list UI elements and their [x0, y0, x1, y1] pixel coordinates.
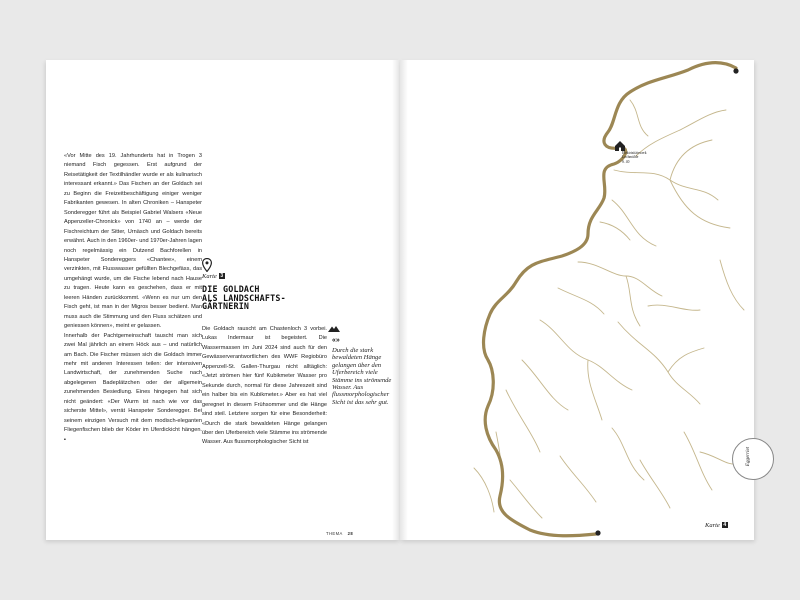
- body-text-column: [64, 152, 202, 445]
- page-number: 28: [347, 531, 354, 536]
- poi-line-2: Lochmühle: [622, 155, 639, 160]
- region-side-tab: [732, 438, 774, 480]
- article-text: Die Goldach rauscht am Chastenloch 3 vorbei. Lukas Indermaur ist begeistert. Die Wassermassen im Juni 2024 sind auch für den Gewässerverantwortlichen des WWF Regiobüro Appenzell-St. Gallen-Thurgau nicht alltäglich: «Jetzt strömen hier fünf Kubikmeter Wasser pro Sekunde durch, normal für diese Jahreszeit sind ein halber bis ein Kubikmeter.» Aber es hat viel geregnet in diesem Frühsommer und die Hänge sind steil. Letztere sorgen für eine Besonderheit: «Durch die stark bewaldeten Hänge gelangen über den Uferbereich viele Stämme ins strömende Wasser. Aus flussmorphologischer Sicht ist: [202, 326, 327, 446]
- kicker-label: Karte: [202, 273, 217, 280]
- map-marker-top: [733, 68, 738, 73]
- map-number-badge: 4: [723, 522, 727, 528]
- poi-line-3: S. 40: [622, 159, 630, 164]
- map-reference-kicker: [202, 273, 225, 280]
- left-page: [46, 60, 400, 540]
- pull-quote: Durch die stark bewaldeten Hänge gelangen über den Uferbereich viele Stämme ins strömende Wasser. Aus flussmorphologischer Sicht ist das sehr gut.: [332, 347, 392, 406]
- power-station-icon: [615, 141, 625, 151]
- quote-mark-icon: «»: [332, 337, 340, 344]
- heading-line-2: ALS LANDSCHAFTS-: [202, 292, 286, 303]
- map-number-label: [705, 522, 728, 529]
- map-pin-icon: [202, 258, 212, 272]
- heading-line-3: GÄRTNERIN: [202, 301, 250, 312]
- goldach-river-line: [484, 63, 736, 536]
- poi-line-1: Elektrizitätswerk: [622, 151, 647, 155]
- region-name: Eggerriet: [746, 446, 752, 467]
- map-label: Karte: [705, 522, 720, 529]
- body-paragraph-1: «Vor Mitte des 19. Jahrhunderts hat in Trogen 3 niemand Fisch gegessen. Erst aufgrund der Reisetätigkeit der Textilhändler wurde er als kulinarisch interessant erkannt.» Das Fischen an der Goldach sei zu Beginn die Freizeitbeschäftigung einiger weniger Fabrikanten gewesen. In alten Chroniken – Hanspeter Sonderegger führt als Beispiel Gabriel Walsers «Neue Appenzeller-Chronick» von 1740 an – werde der Fischreichtum der Sitter, Urnäsch und Goldach bereits erwähnt. Auch in den 1960er- und 1970er-Jahren lagen noch regelmässig ein Dutzend Bachforellen in Hanspeter Sondereggers «Chantee», einem verzinkten, mit Flusswasser gefüllten Blechgefäss, das umgehängt wurde, um die Fische lebend nach Hause zu tragen. Heute kann es geschehen, dass er mit leeren Händen zurückkommt. «Wenn es nur um den Fisch geht, ist man in der Migros besser bedient. Man muss auch die Stimmung und den Fluss schätzen und geniessen können», meint er gelassen.: [64, 153, 202, 330]
- heading-line-1: DIE GOLDACH: [202, 284, 260, 294]
- river-map: [400, 60, 754, 540]
- kicker-number-badge: 3: [220, 273, 224, 279]
- folio-section: THEMA: [326, 531, 343, 536]
- mountain-icon: [328, 325, 340, 332]
- map-markers: [595, 68, 738, 535]
- tributaries: [474, 100, 744, 518]
- power-station-label: [622, 151, 662, 164]
- right-page: [400, 60, 754, 540]
- map-marker-bottom: [595, 530, 600, 535]
- section-heading: [202, 285, 312, 311]
- body-paragraph-2: Innerhalb der Pachtgemeinschaft tauscht man sich zwei Mal jährlich an einem Höck aus – und natürlich am Bach. Die Fischer müssen sich die Goldach immer mehr mit anderen Interessen teilen: der intensiven Landwirtschaft, der zunehmenden Suche nach abgelegenen Badeplätzchen oder der allgemein zunehmenden Besiedlung. Eines hingegen hat sich nicht geändert: «Der Wurm ist nach wie vor das sicherste Mittel», verrät Hanspeter Sonderegger. Bei seinem einzigen Versuch mit dem modisch-eleganten Fliegenfischen blieb der Köder im Uferdickicht hängen. ▪: [64, 332, 202, 443]
- page-footer: [326, 531, 353, 536]
